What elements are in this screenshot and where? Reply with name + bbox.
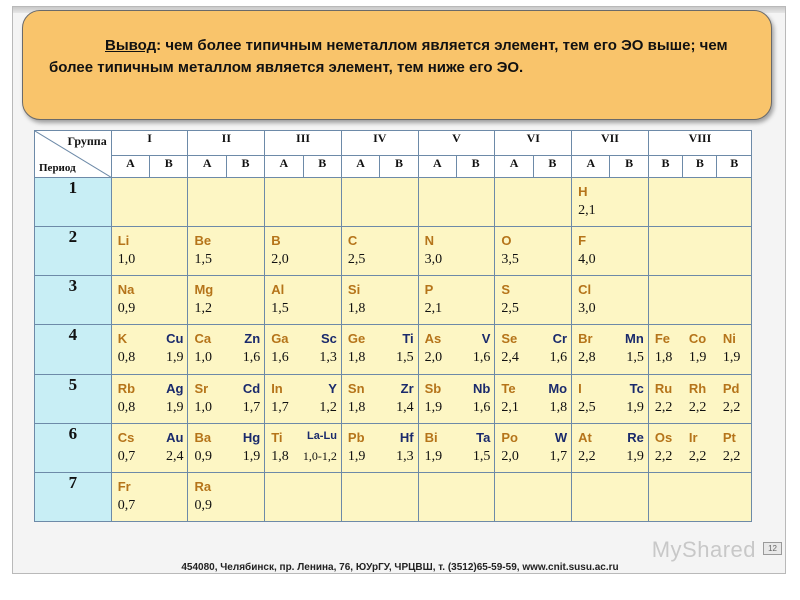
periodic-table [34,130,752,522]
element-symbol: As [424,331,442,347]
element-symbol: Re [627,429,644,445]
element-symbol: Y [328,380,337,396]
element-symbol: Mo [548,380,568,396]
element-cell [495,472,572,521]
element-cell [265,374,342,423]
conclusion-label: Вывод [105,37,157,54]
electronegativity-value: 1,0 [117,252,136,268]
element-cell [418,276,495,325]
element-cell [188,227,265,276]
period-number: 7 [35,472,112,521]
element-cell [495,325,572,374]
electronegativity-value: 2,8 [578,350,596,366]
element-cell [418,227,495,276]
electronegativity-value: 1,6 [242,350,261,366]
element-cell [188,276,265,325]
group-header: V [418,131,495,156]
element-symbol: Tc [629,380,644,396]
group-header: I [111,131,188,156]
electronegativity-value: 2,2 [654,399,673,415]
element-symbol: Ta [476,429,491,445]
element-cell [188,178,265,227]
element-symbol: Cu [166,331,184,347]
element-cell [648,178,751,227]
element-symbol: Be [194,233,212,249]
group-header: VI [495,131,572,156]
element-symbol: Na [117,282,135,298]
group-header-row [35,131,752,156]
period-number: 4 [35,325,112,374]
element-symbol: Sc [321,331,337,347]
electronegativity-value: 1,6 [549,350,568,366]
element-cell [341,178,418,227]
subgroup-header: B [457,155,495,178]
group-header: II [188,131,265,156]
group-header: IV [341,131,418,156]
electronegativity-value: 1,9 [688,350,707,366]
element-symbol: La-Lu [306,429,337,442]
element-symbol: Rh [688,380,707,396]
electronegativity-value: 1,3 [396,448,414,464]
element-symbol: Hf [399,429,414,445]
electronegativity-value: 1,7 [271,399,289,415]
element-symbol: Sn [347,380,365,396]
subgroup-header: B [380,155,418,178]
element-cell [572,374,649,423]
element-cell [648,276,751,325]
element-symbol: Sb [424,380,442,396]
element-symbol: Nb [473,380,491,396]
element-symbol: Fe [654,331,670,347]
element-cell [341,227,418,276]
element-cell [341,472,418,521]
electronegativity-value: 0,9 [194,448,212,464]
element-cell [341,276,418,325]
electronegativity-value: 2,2 [688,448,707,464]
element-cell [418,178,495,227]
electronegativity-value: 2,2 [722,448,741,464]
electronegativity-value: 2,2 [722,399,741,415]
footer-address: 454080, Челябинск, пр. Ленина, 76, ЮУрГУ, ЧРЦВШ, т. (3512)65-59-59, www.cnit.susu.ac.ru [181,562,619,573]
element-symbol: Br [578,331,593,347]
element-symbol: Hg [242,429,261,445]
electronegativity-value: 1,6 [472,350,491,366]
electronegativity-value: 1,8 [549,399,568,415]
element-symbol: Bi [424,429,438,445]
element-cell [648,423,751,472]
period-row [35,472,752,521]
element-cell [188,423,265,472]
element-symbol: Ca [194,331,212,347]
element-cell [648,227,751,276]
electronegativity-value: 1,9 [626,448,644,464]
element-symbol: Ga [271,331,289,347]
electronegativity-value: 2,2 [654,448,673,464]
page-number: 12 [763,542,782,555]
subgroup-header: A [111,155,149,178]
electronegativity-value: 1,9 [722,350,741,366]
corner-period-label: Период [39,162,76,175]
electronegativity-value: 2,1 [501,399,519,415]
element-cell [572,178,649,227]
element-cell [572,227,649,276]
element-symbol: Ir [688,429,698,445]
element-symbol: V [481,331,491,347]
element-cell [188,374,265,423]
table-corner [35,131,112,178]
electronegativity-value: 1,5 [626,350,644,366]
element-cell [495,227,572,276]
subgroup-header: A [265,155,303,178]
element-symbol: P [424,282,434,298]
element-symbol: H [578,184,588,200]
conclusion-box [22,10,772,120]
element-symbol: Ti [402,331,414,347]
subgroup-header: B [226,155,264,178]
element-cell [572,276,649,325]
subgroup-header: B [717,155,752,178]
element-symbol: In [271,380,283,396]
electronegativity-value: 1,8 [654,350,673,366]
period-number: 5 [35,374,112,423]
electronegativity-value: 0,8 [117,399,136,415]
element-symbol: Se [501,331,518,347]
electronegativity-value: 1,2 [194,301,212,317]
electronegativity-value: 1,6 [472,399,491,415]
element-cell [418,472,495,521]
element-symbol: Cl [578,282,592,298]
element-cell [495,374,572,423]
subgroup-header: A [341,155,379,178]
electronegativity-value: 0,9 [117,301,136,317]
element-symbol: N [424,233,435,249]
electronegativity-value: 2,0 [271,252,289,268]
electronegativity-value: 2,5 [347,252,366,268]
electronegativity-value: 1,9 [424,399,443,415]
electronegativity-value: 3,0 [578,301,596,317]
electronegativity-value: 1,0 [194,399,212,415]
element-cell [648,325,751,374]
element-symbol: Rb [117,380,136,396]
corner-group-label: Группа [67,134,107,148]
element-symbol: At [578,429,592,445]
element-symbol: Os [654,429,673,445]
element-cell [495,423,572,472]
electronegativity-value: 2,0 [501,448,519,464]
subgroup-header: B [610,155,648,178]
electronegativity-value: 1,8 [347,399,366,415]
element-cell [265,325,342,374]
element-symbol: Ra [194,478,212,494]
electronegativity-value: 2,0 [424,350,443,366]
electronegativity-value: 1,9 [165,350,184,366]
element-cell [495,276,572,325]
electronegativity-value: 0,9 [194,497,212,513]
period-number: 6 [35,423,112,472]
element-cell [418,325,495,374]
element-symbol: Cd [242,380,261,396]
electronegativity-value: 1,4 [396,399,414,415]
subgroup-header: A [418,155,456,178]
element-cell [418,374,495,423]
electronegativity-value: 1,5 [271,301,289,317]
element-symbol: Mg [194,282,214,298]
element-cell [572,423,649,472]
electronegativity-value: 1,5 [396,350,414,366]
electronegativity-value: 2,2 [688,399,707,415]
element-symbol: Si [347,282,361,298]
element-symbol: Ag [166,380,184,396]
electronegativity-value: 1,9 [626,399,644,415]
element-symbol: Au [166,429,184,445]
electronegativity-value: 0,7 [117,497,136,513]
subgroup-header: A [495,155,533,178]
subgroup-header: A [572,155,610,178]
element-symbol: Pb [347,429,365,445]
period-row [35,227,752,276]
electronegativity-value: 3,0 [424,252,443,268]
subgroup-header: B [303,155,341,178]
electronegativity-value: 1,5 [194,252,212,268]
element-cell [265,276,342,325]
electronegativity-value: 2,5 [501,301,519,317]
electronegativity-value: 2,1 [424,301,443,317]
element-symbol: O [501,233,512,249]
element-cell [265,472,342,521]
element-cell [111,423,188,472]
element-symbol: Pd [722,380,740,396]
element-symbol: S [501,282,511,298]
element-symbol: B [271,233,281,249]
period-row [35,325,752,374]
element-symbol: Zn [244,331,261,347]
element-cell [341,423,418,472]
electronegativity-value: 4,0 [578,252,596,268]
period-row [35,276,752,325]
period-row [35,178,752,227]
subgroup-header: B [683,155,717,178]
electronegativity-value: 1,3 [319,350,337,366]
element-cell [648,374,751,423]
element-symbol: Sr [194,380,209,396]
element-symbol: Ru [654,380,673,396]
element-cell [188,325,265,374]
element-symbol: Fr [117,478,131,494]
element-symbol: Zr [400,380,414,396]
element-symbol: Co [688,331,707,347]
electronegativity-value: 1,9 [165,399,184,415]
group-header: VIII [648,131,751,156]
period-row [35,374,752,423]
period-number: 3 [35,276,112,325]
element-cell [111,472,188,521]
electronegativity-value: 2,4 [165,448,184,464]
element-symbol: Mn [625,331,644,347]
element-cell [265,423,342,472]
electronegativity-value: 1,8 [271,448,289,464]
period-number: 2 [35,227,112,276]
element-cell [111,325,188,374]
element-cell [111,227,188,276]
element-cell [418,423,495,472]
element-cell [111,276,188,325]
group-header: VII [572,131,649,156]
element-cell [572,325,649,374]
subgroup-header: B [533,155,571,178]
element-cell [111,374,188,423]
element-symbol: F [578,233,587,249]
watermark-logo: MyShared [651,537,756,562]
subgroup-header: B [648,155,682,178]
element-cell [188,472,265,521]
element-cell [111,178,188,227]
subgroup-header-row [35,155,752,178]
electronegativity-value: 2,2 [578,448,596,464]
electronegativity-value: 1,2 [319,399,337,415]
period-number: 1 [35,178,112,227]
element-cell [495,178,572,227]
element-symbol: Te [501,380,516,396]
element-symbol: Cs [117,429,135,445]
electronegativity-value: 1,9 [424,448,443,464]
electronegativity-value: 3,5 [501,252,519,268]
subgroup-header: B [150,155,188,178]
electronegativity-value: 2,5 [578,399,596,415]
element-cell [265,178,342,227]
element-symbol: Li [117,233,130,249]
element-symbol: Ni [722,331,736,347]
element-symbol: Ge [347,331,366,347]
conclusion-text: : чем более типичным неметаллом является элемент, тем его ЭО выше; чем более типичным металлом является элемент, тем ниже его ЭО. [49,37,728,76]
element-cell [341,325,418,374]
element-symbol: Ba [194,429,212,445]
element-symbol: Cr [552,331,568,347]
period-row [35,423,752,472]
electronegativity-value: 1,5 [472,448,491,464]
electronegativity-value: 2,1 [578,203,596,219]
element-symbol: I [578,380,582,396]
electronegativity-value: 1,9 [347,448,366,464]
electronegativity-value: 1,6 [271,350,289,366]
element-symbol: Po [501,429,518,445]
element-symbol: C [347,233,358,249]
element-symbol: W [554,429,568,445]
element-symbol: Pt [722,429,736,445]
element-cell [648,472,751,521]
electronegativity-value: 1,0 [194,350,212,366]
electronegativity-value: 1,8 [347,301,366,317]
element-symbol: Al [271,282,285,298]
element-cell [572,472,649,521]
electronegativity-value: 1,8 [347,350,366,366]
electronegativity-value: 0,7 [117,448,136,464]
electronegativity-value: 1,7 [549,448,568,464]
electronegativity-value: 1,0-1,2 [302,448,337,463]
element-cell [265,227,342,276]
electronegativity-value: 1,7 [242,399,261,415]
electronegativity-value: 0,8 [117,350,136,366]
subgroup-header: A [188,155,226,178]
element-cell [341,374,418,423]
element-symbol: Ti [271,429,283,445]
group-header: III [265,131,342,156]
electronegativity-value: 2,4 [501,350,519,366]
element-symbol: K [117,331,128,347]
electronegativity-value: 1,9 [242,448,261,464]
